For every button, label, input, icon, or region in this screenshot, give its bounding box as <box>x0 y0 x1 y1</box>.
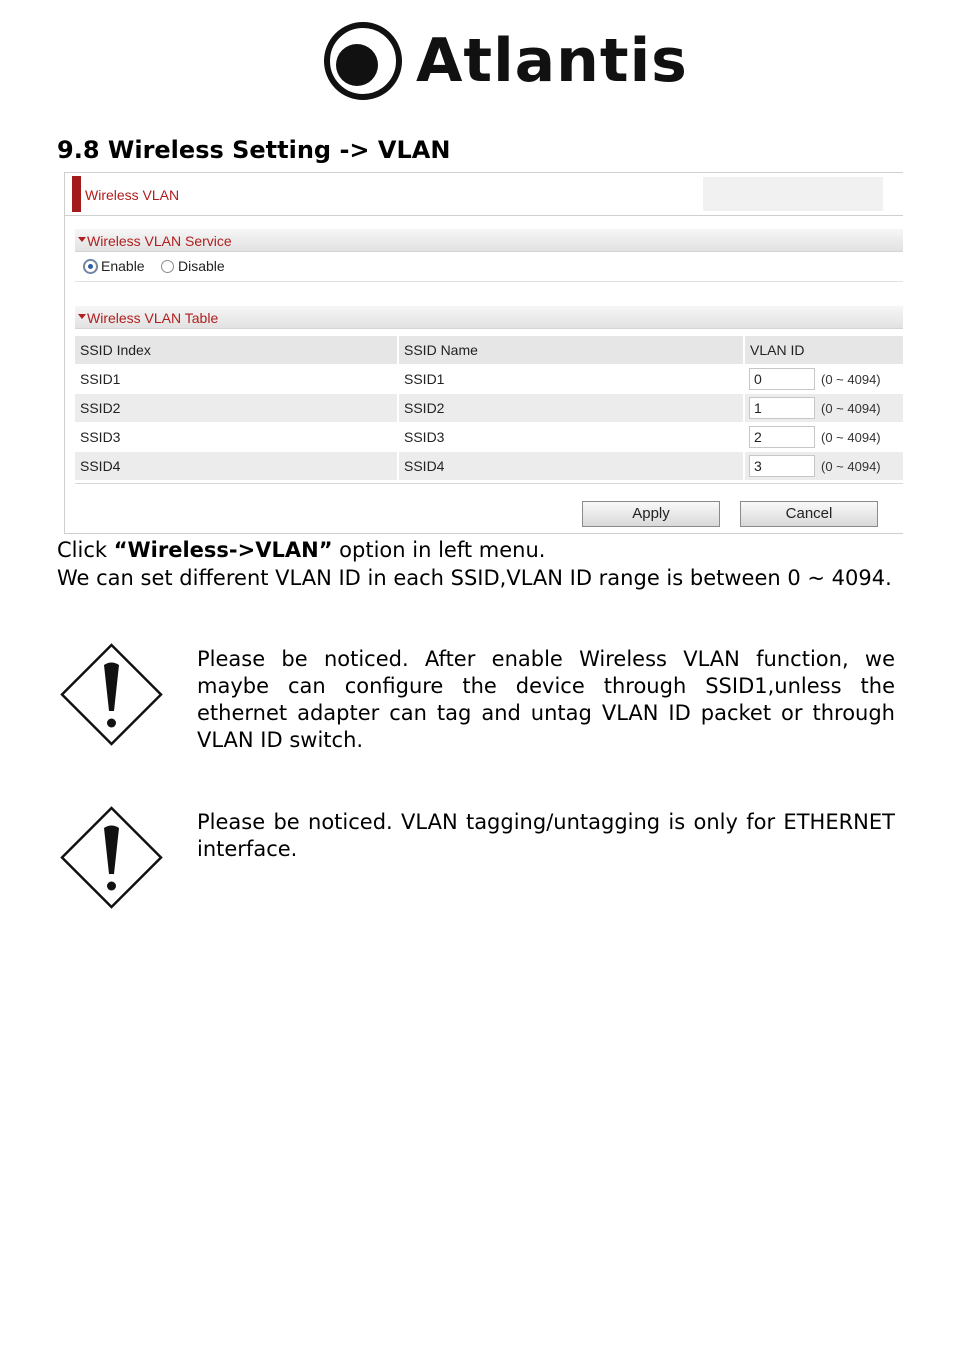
panel-title: Wireless VLAN <box>85 187 180 203</box>
instruction-text: option in left menu. <box>332 538 546 562</box>
brand-logo <box>322 20 688 102</box>
vlan-id-input[interactable]: 0 <box>749 368 815 390</box>
table-header-row <box>75 336 903 364</box>
ssid-index: SSID1 <box>75 365 397 393</box>
ssid-index: SSID4 <box>75 452 397 480</box>
cancel-button[interactable]: Cancel <box>740 501 878 527</box>
vlan-id-cell <box>745 365 903 393</box>
panel-header <box>65 173 903 216</box>
menu-path: “Wireless->VLAN” <box>113 538 333 562</box>
vlan-range-hint: (0 ~ 4094) <box>821 459 881 474</box>
enable-radio[interactable] <box>84 260 97 273</box>
header-accent <box>72 176 81 212</box>
collapse-arrow-icon <box>78 237 86 242</box>
table-divider <box>75 483 903 484</box>
vlan-id-input[interactable]: 2 <box>749 426 815 448</box>
ssid-name: SSID1 <box>399 365 743 393</box>
ssid-index: SSID3 <box>75 423 397 451</box>
ssid-name: SSID2 <box>399 394 743 422</box>
ssid-name: SSID3 <box>399 423 743 451</box>
table-row <box>75 394 903 422</box>
warning-icon <box>60 643 163 746</box>
atlantis-circle-logo-icon <box>322 20 404 102</box>
column-header: SSID Index <box>75 336 397 364</box>
vlan-range-hint: (0 ~ 4094) <box>821 430 881 445</box>
section-title: Wireless VLAN Service <box>87 233 232 249</box>
table-row <box>75 452 903 480</box>
section-heading: 9.8 Wireless Setting -> VLAN <box>57 136 451 164</box>
ssid-name: SSID4 <box>399 452 743 480</box>
vlan-id-input[interactable]: 1 <box>749 397 815 419</box>
vlan-service-radio-group <box>75 255 903 282</box>
column-header: SSID Name <box>399 336 743 364</box>
notice-text: Please be noticed. After enable Wireless VLAN function, we maybe can configure the device through SSID1,unless the ethernet adapter can tag and untag VLAN ID packet or through VLAN ID switch. <box>197 647 895 752</box>
disable-label: Disable <box>178 258 225 274</box>
brand-wordmark: Atlantis <box>416 26 688 96</box>
vlan-settings-panel <box>64 172 903 534</box>
vlan-service-section-header[interactable] <box>75 229 903 252</box>
apply-button[interactable]: Apply <box>582 501 720 527</box>
table-row <box>75 365 903 393</box>
instruction-text: Click <box>57 538 114 562</box>
table-row <box>75 423 903 451</box>
column-header: VLAN ID <box>745 336 903 364</box>
warning-icon <box>60 806 163 909</box>
section-title: Wireless VLAN Table <box>87 310 219 326</box>
instruction-line-1 <box>57 536 545 564</box>
ssid-index: SSID2 <box>75 394 397 422</box>
vlan-id-cell <box>745 452 903 480</box>
enable-label: Enable <box>101 258 145 274</box>
vlan-range-hint: (0 ~ 4094) <box>821 401 881 416</box>
instruction-line-2: We can set different VLAN ID in each SSID,VLAN ID range is between 0 ~ 4094. <box>57 566 892 590</box>
disable-radio[interactable] <box>161 260 174 273</box>
header-blank-area <box>703 177 883 211</box>
collapse-arrow-icon <box>78 314 86 319</box>
notice-text: Please be noticed. VLAN tagging/untagging is only for ETHERNET interface. <box>197 810 895 861</box>
vlan-id-cell <box>745 394 903 422</box>
vlan-id-cell <box>745 423 903 451</box>
vlan-range-hint: (0 ~ 4094) <box>821 372 881 387</box>
vlan-id-input[interactable]: 3 <box>749 455 815 477</box>
vlan-table-section-header[interactable] <box>75 306 903 329</box>
